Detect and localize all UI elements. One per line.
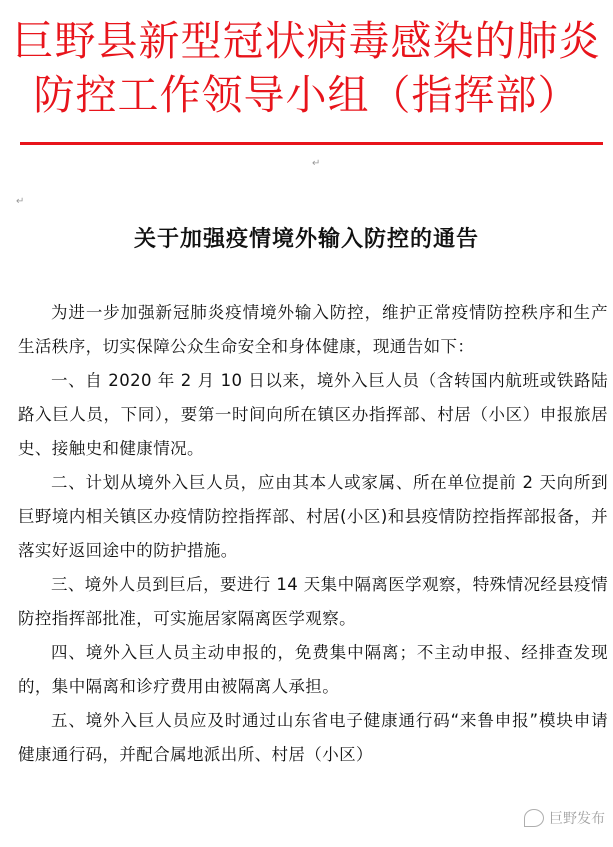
watermark-text: 巨野发布 (549, 811, 605, 827)
notice-body (18, 296, 608, 772)
clause-2-paragraph: 二、计划从境外入巨人员，应由其本人或家属、所在单位提前 2 天向所到巨野境内相关镇区办疫情防控指挥部、村居(小区)和县疫情防控指挥部报备，并落实好返回途中的防护措施。 (18, 473, 608, 560)
clause-4-paragraph: 四、境外入巨人员主动申报的，免费集中隔离；不主动申报、经排查发现的，集中隔离和诊疗费用由被隔离人承担。 (18, 643, 608, 696)
intro-paragraph: 为进一步加强新冠肺炎疫情境外输入防控，维护正常疫情防控秩序和生产生活秩序，切实保障公众生命安全和身体健康，现通告如下： (18, 303, 608, 356)
notice-title: 关于加强疫情境外输入防控的通告 (133, 227, 479, 252)
clause-5-paragraph: 五、境外入巨人员应及时通过山东省电子健康通行码“来鲁申报”模块申请健康通行码，并配合属地派出所、村居（小区） (18, 711, 608, 764)
header-line-2: 防控工作领导小组（指挥部） (33, 71, 580, 119)
red-header-rule (20, 142, 603, 145)
wechat-icon (524, 809, 544, 827)
paragraph-mark-icon: ↵ (16, 196, 25, 207)
header-line-1: 巨野县新型冠状病毒感染的肺炎 (12, 17, 601, 65)
document-header (0, 14, 613, 122)
paragraph-mark-icon: ↵ (312, 158, 321, 169)
watermark (524, 808, 605, 828)
clause-3-paragraph: 三、境外人员到巨后，要进行 14 天集中隔离医学观察，特殊情况经县疫情防控指挥部批准，可实施居家隔离医学观察。 (18, 575, 608, 628)
clause-1-paragraph: 一、自 2020 年 2 月 10 日以来，境外入巨人员（含转国内航班或铁路陆路入巨人员，下同），要第一时间向所在镇区办指挥部、村居（小区）申报旅居史、接触史和健康情况。 (18, 371, 608, 458)
